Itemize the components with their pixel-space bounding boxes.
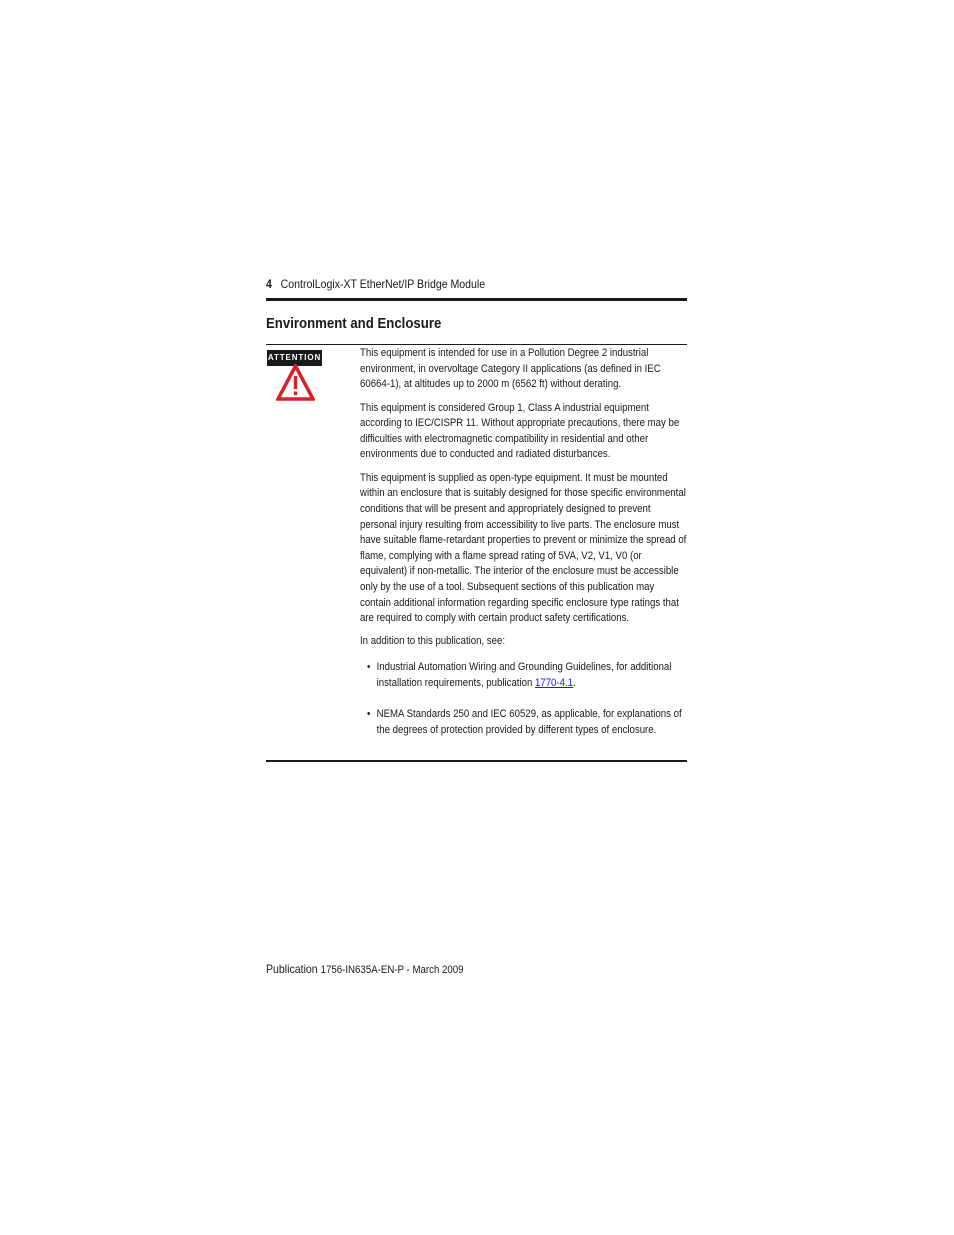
publication-footer — [266, 961, 464, 978]
header-rule — [266, 298, 687, 301]
reference-list — [360, 660, 687, 738]
list-item — [360, 707, 687, 738]
attention-paragraph: This equipment is considered Group 1, Class A industrial equipment according to IEC/CISPR 11. Without appropriate precautions, there may be difficulties with electromagnetic compatibility in residential and other environments due to conducted and radiated disturbances. — [360, 401, 680, 461]
list-item — [360, 660, 687, 691]
page-number: 4 — [266, 277, 272, 291]
warning-triangle-icon — [276, 364, 315, 401]
list-item-suffix: . — [573, 676, 576, 689]
publication-number: 1756-IN635A-EN-P - March 2009 — [320, 964, 464, 976]
bullet: • — [367, 661, 371, 674]
running-title: ControlLogix-XT EtherNet/IP Bridge Module — [280, 277, 486, 291]
attention-paragraph: This equipment is intended for use in a Pollution Degree 2 industrial environment, in overvoltage Category II applications (as defined in IEC 60664-1), at altitudes up to 2000 m (6562 ft) without derating. — [360, 347, 661, 391]
attention-badge: ATTENTION — [267, 350, 322, 366]
attention-paragraph: This equipment is supplied as open-type equipment. It must be mounted within an enclosure that is suitably designed for those specific environmental conditions that will be present and appropriately designed to prevent personal injury resulting from accessibility to live parts. The enclosure must have suitable flame-retardant properties to prevent or minimize the spread of flame, complying with a flame spread rating of 5VA, V2, V1, V0 (or equivalent) if non-metallic. The interior of the enclosure must be accessible only by the use of a tool. Subsequent sections of this publication may contain additional information regarding specific enclosure type ratings that are required to comply with certain product safety certifications. — [360, 471, 687, 625]
footer-label: Publication — [266, 962, 318, 976]
bullet: • — [367, 708, 371, 721]
list-item-text: Industrial Automation Wiring and Grounding Guidelines, for additional installation requirements, publication — [376, 661, 672, 689]
attention-body — [360, 346, 687, 754]
publication-link[interactable]: 1770-4.1 — [535, 676, 574, 689]
running-header — [266, 276, 636, 292]
attention-box-bottom-rule — [266, 760, 687, 762]
section-title: Environment and Enclosure — [266, 315, 442, 332]
attention-box-top-rule — [266, 344, 687, 345]
list-item-text: NEMA Standards 250 and IEC 60529, as applicable, for explanations of the degrees of protection provided by different types of enclosure. — [376, 708, 682, 736]
attention-paragraph: In addition to this publication, see: — [360, 635, 506, 648]
